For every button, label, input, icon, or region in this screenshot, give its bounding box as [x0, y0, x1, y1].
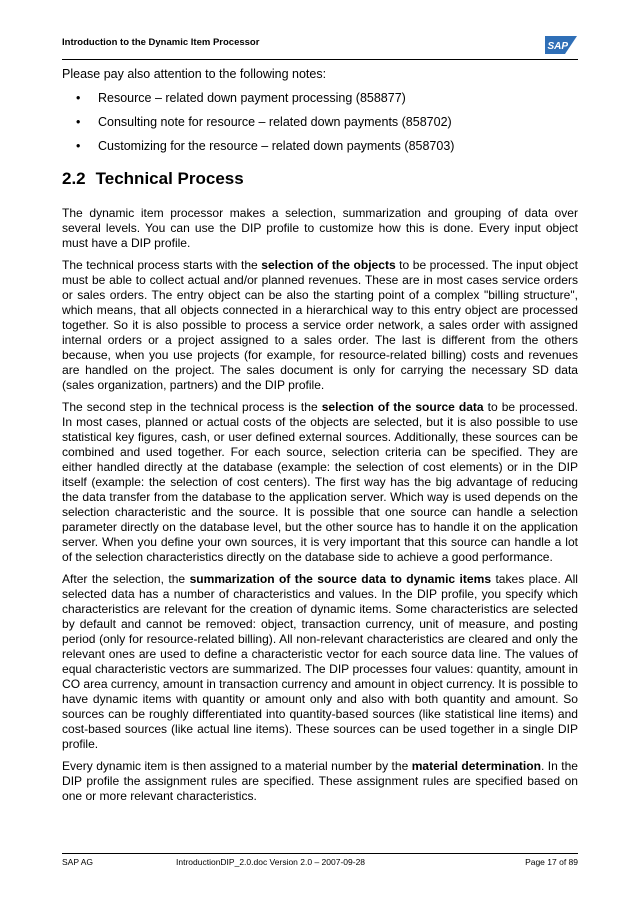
footer-rule [62, 853, 578, 854]
footer-document: IntroductionDIP_2.0.doc Version 2.0 – 2007-09-28 [176, 857, 366, 867]
paragraph: The dynamic item processor makes a selection, summarization and grouping of data over several levels. You can use the DIP profile to customize how this is done. Every input object must have a DIP profile. [62, 206, 578, 250]
bold-term: selection of the objects [261, 258, 396, 272]
footer-page-number: Page 17 of 89 [525, 857, 578, 867]
paragraph-text: Every dynamic item is then assigned to a material number by the [62, 759, 412, 773]
paragraph-text: to be processed. The input object must be able to collect actual and/or planned revenues. These are in most cases service orders or sales orders. The entry object can be also the starting point of a complex "billing structure", which means, that all objects connected in a hierarchical way to this entry object are processed together. So it is also possible to process a service order network, a sales order with assigned internal orders or a project assigned to a sales order. The last is different from the others because, when you use projects (for example, for resource-related billing) costs and revenues are handled on the project. The sales document is only for carrying the necessary SD data (sales organization, partners) and the DIP profile. [62, 258, 578, 392]
bold-term: selection of the source data [321, 400, 484, 414]
bullet-icon: • [76, 139, 81, 153]
footer-company: SAP AG [62, 857, 94, 867]
paragraph-text: After the selection, the [62, 572, 190, 586]
header-title: Introduction to the Dynamic Item Processor [62, 37, 260, 48]
section-title: Technical Process [95, 169, 244, 188]
bullet-icon: • [76, 91, 81, 105]
note-text: Resource – related down payment processing (858877) [98, 91, 406, 105]
notes-list [62, 90, 578, 154]
paragraph [62, 572, 578, 752]
list-item [62, 114, 578, 130]
section-number: 2.2 [62, 169, 86, 188]
bullet-icon: • [76, 115, 81, 129]
paragraph [62, 759, 578, 804]
page-content [62, 66, 578, 811]
paragraph-text: The second step in the technical process is the [62, 400, 322, 414]
paragraph-text: to be processed. In most cases, planned or actual costs of the objects are selected, but it is also possible to use statistical key figures, cash, or user defined external sources. Additionally, these sources can be combined and used together. For each source, selection criteria can be specified. They are either handled directly at the database (example: the selection of cost elements) or in the DIP itself (example: the selection of cost centers). The first way has the big advantage of reducing the data transfer from the database to the application server. Which way is used depends on the selection characteristic and the source. It is possible that one source can handle a selection parameter directly on the database level, but the other source has to handle it on the application server. When you define your own sources, it is very important that this source can handle a lot of the selection characteristics directly on the database side to achieve a good performance. [62, 400, 579, 564]
header-rule [62, 59, 578, 60]
logo-text: SAP [547, 41, 569, 52]
bold-term: summarization of the source data to dynamic items [189, 572, 492, 586]
note-text: Consulting note for resource – related down payments (858702) [98, 115, 452, 129]
paragraph-text: takes place. All selected data has a number of characteristics and values. In the DIP profile, you specify which characteristics are relevant for the creation of dynamic items. Some characteristics are selected by default and cannot be removed: object, transaction currency, unit of measure, and posting period (only for resource-related billing). All non-relevant characteristics are cleared and only the relevant ones are used to define a characteristic vector for each source data line. The values of equal characteristic vectors are summarized. The DIP processes four values: quantity, amount in CO area currency, amount in transaction currency and amount in object currency. It is possible to have dynamic items with quantity or amount only and also with both quantity and amount. So sources can be roughly differentiated into quantity-based sources (like statistical line items) and cost-based sources (like actual line items). These sources can be used together in a single DIP profile. [62, 572, 578, 751]
paragraph [62, 400, 578, 565]
notes-intro: Please pay also attention to the following notes: [62, 67, 327, 81]
bold-term: material determination [411, 759, 541, 773]
paragraph-text: The technical process starts with the [62, 258, 262, 272]
paragraph [62, 258, 578, 393]
paragraph-text: . In the DIP profile the assignment rules are specified. These assignment rules are specified based on one or more relevant characteristics. [62, 759, 578, 803]
sap-logo [545, 36, 577, 54]
note-text: Customizing for the resource – related down payments (858703) [98, 139, 455, 153]
list-item [62, 90, 578, 106]
list-item [62, 138, 578, 154]
section-heading [62, 169, 578, 189]
